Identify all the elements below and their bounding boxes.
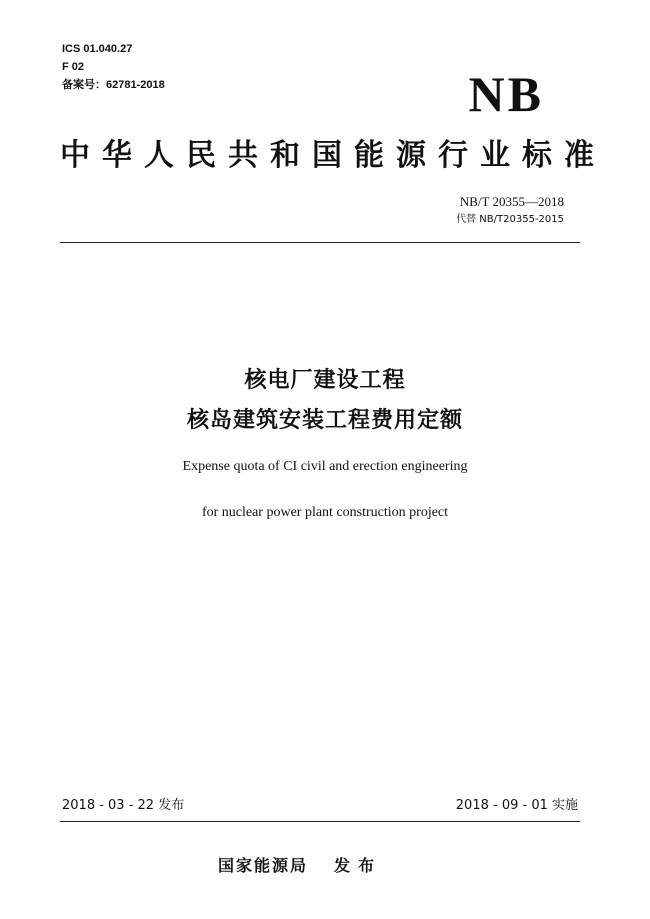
footer-divider bbox=[60, 821, 580, 822]
issuer-name: 国家能源局 bbox=[218, 856, 309, 875]
nb-logo: NB bbox=[468, 66, 544, 122]
english-title-line-1: Expense quota of CI civil and erection engineering bbox=[182, 459, 468, 474]
category-code: F 02 bbox=[62, 61, 85, 73]
chinese-title-line-2: 核岛建筑安装工程费用定额 bbox=[186, 408, 463, 433]
chinese-title-line-1: 核电厂建设工程 bbox=[244, 368, 406, 393]
classification-block bbox=[62, 40, 165, 94]
replaces-code: 代替 NB/T20355-2015 bbox=[456, 214, 564, 225]
issuer-action: 发布 bbox=[334, 856, 383, 875]
ics-code: ICS 01.040.27 bbox=[62, 43, 133, 55]
filing-number: 备案号：62781-2018 bbox=[62, 79, 165, 91]
standard-code: NB/T 20355—2018 bbox=[459, 194, 564, 209]
standard-category-title: 中华人民共和国能源行业标准 bbox=[60, 138, 606, 173]
header-divider bbox=[60, 242, 580, 243]
english-title-line-2: for nuclear power plant construction project bbox=[201, 505, 449, 520]
issuing-authority bbox=[218, 855, 382, 877]
implementation-date: 2018 - 09 - 01 实施 bbox=[455, 798, 578, 813]
issue-date: 2018 - 03 - 22 发布 bbox=[62, 798, 185, 813]
